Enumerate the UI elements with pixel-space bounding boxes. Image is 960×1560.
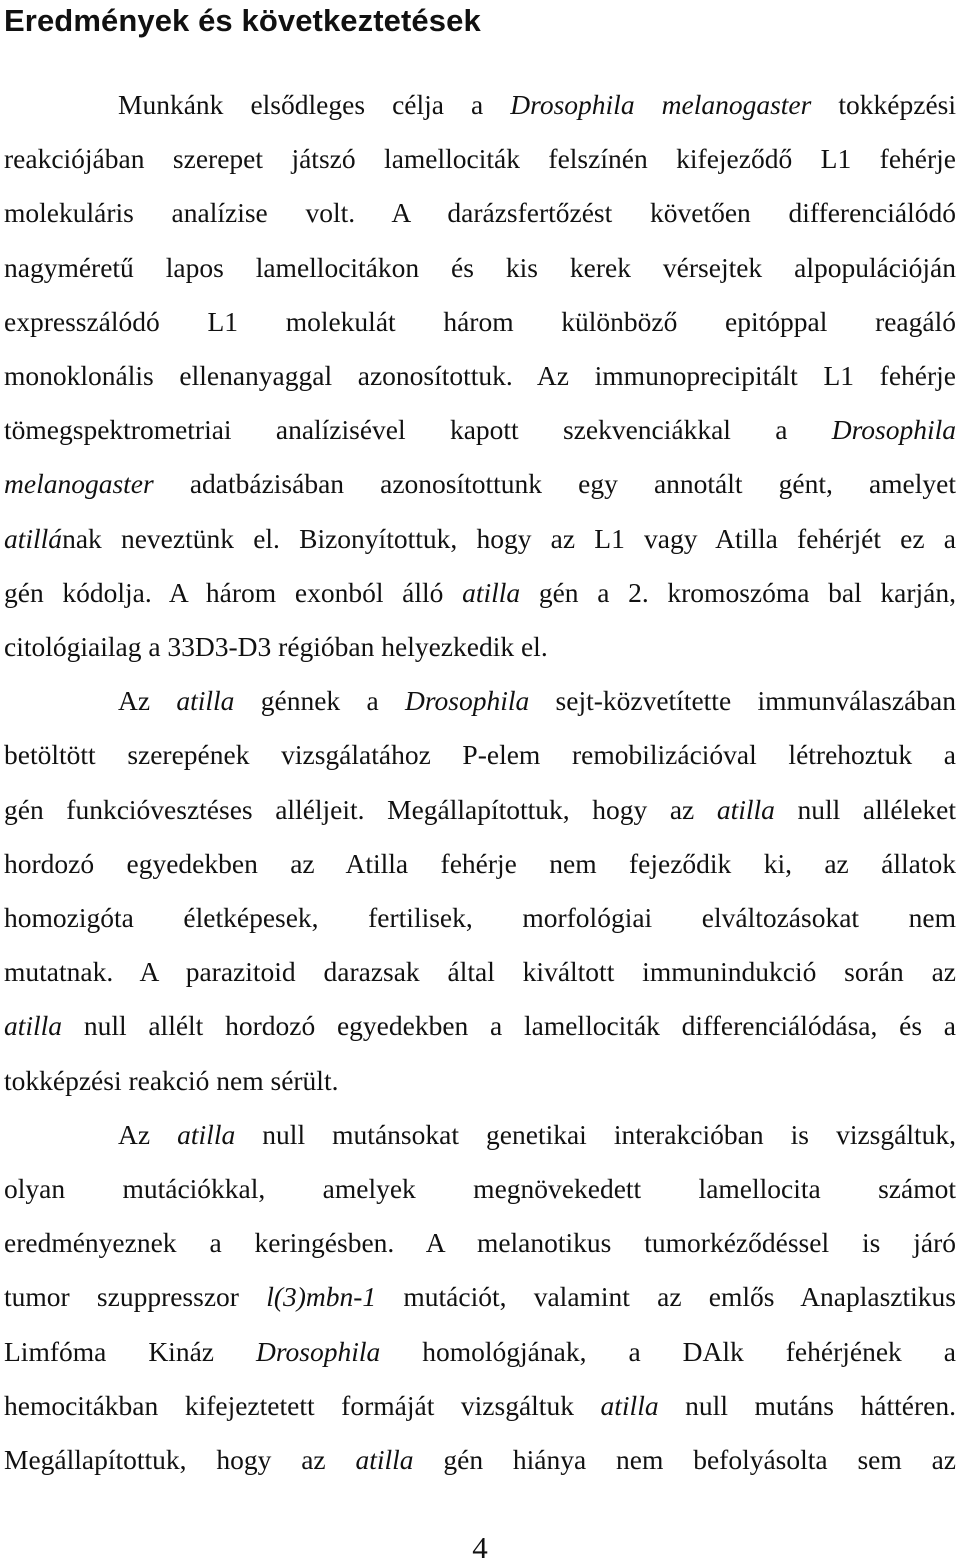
text-run: tokképzési [811,89,956,120]
text-run: mutatnak. A parazitoid darazsak által kiváltott immunindukció során az [4,956,956,987]
text-line [4,573,956,613]
text-run: sejt-közvetítette immunválaszában [529,685,956,716]
text-run: molekuláris analízise volt. A darázsfertőzést követően differenciálódó [4,197,956,228]
text-run: tokképzési reakció nem sérült. [4,1065,339,1096]
text-run: Limfóma Kináz [4,1336,256,1367]
text-line [4,952,956,992]
text-line [4,790,956,830]
text-line [4,193,956,233]
italic-term: Drosophila [831,414,956,445]
text-line [4,1277,956,1317]
page-number: 4 [472,1530,488,1560]
text-line [4,735,956,775]
text-run: olyan mutációkkal, amelyek megnövekedett lamellocita számot [4,1173,956,1204]
text-line [4,1440,956,1480]
text-run: adatbázisában azonosítottunk egy annotált gént, amelyet [153,468,956,499]
text-run: mutációt, valamint az emlős Anaplasztikus [376,1281,956,1312]
text-line [4,519,956,559]
text-line [118,681,956,721]
text-run: null alléleket [774,794,956,825]
text-run: homozigóta életképesek, fertilisek, morfológiai elváltozásokat nem [4,902,956,933]
text-run: nagyméretű lapos lamellocitákon és kis kerek vérsejtek alpopulációján [4,252,956,283]
italic-term: atilla [177,1119,236,1150]
text-run: génnek a [234,685,405,716]
italic-term: atilla [462,577,521,608]
text-line [4,410,956,450]
italic-term: atilla [716,794,775,825]
text-run: nak neveztünk el. Bizonyítottuk, hogy az L1 vagy Atilla fehérjét ez a [62,523,956,554]
text-line [4,1332,956,1372]
text-line [4,356,956,396]
text-line [4,139,956,179]
italic-term: Drosophila [255,1336,381,1367]
italic-term: atilla [355,1444,414,1475]
text-line [4,1061,956,1101]
text-run: reakciójában szerepet játszó lamellociták felszínén kifejeződő L1 fehérje [4,143,956,174]
text-run: gén kódolja. A három exonból álló [4,577,463,608]
section-heading: Eredmények és következtetések [4,3,481,38]
text-run: gén a 2. kromoszóma bal karján, [520,577,956,608]
italic-term: l(3)mbn-1 [266,1281,377,1312]
text-run: hordozó egyedekben az Atilla fehérje nem fejeződik ki, az állatok [4,848,956,879]
text-run: Az [118,685,177,716]
text-run: Munkánk elsődleges célja a [118,89,511,120]
text-line [4,1006,956,1046]
text-run: monoklonális ellenanyaggal azonosítottuk. Az immunoprecipitált L1 fehérje [4,360,956,391]
text-run: expresszálódó L1 molekulát három különböző epitóppal reagáló [4,306,956,337]
italic-term: Drosophila melanogaster [510,89,812,120]
italic-term: atilla [4,1010,63,1041]
text-line [4,898,956,938]
text-run: gén funkcióvesztéses alléljeit. Megállapítottuk, hogy az [4,794,717,825]
text-run: eredményeznek a keringésben. A melanotikus tumorkéződéssel is járó [4,1227,956,1258]
text-run: homológjának, a DAlk fehérjének a [380,1336,956,1367]
text-line [4,464,956,504]
text-run: null mutánsokat genetikai interakcióban is vizsgáltuk, [235,1119,956,1150]
italic-term: atilla [600,1390,659,1421]
text-run: citológiailag a 33D3-D3 régióban helyezkedik el. [4,631,548,662]
text-line [118,85,956,125]
italic-term: Drosophila [404,685,530,716]
italic-term: atilla [176,685,235,716]
text-line [4,1223,956,1263]
text-run: Az [118,1119,178,1150]
text-run: hemocitákban kifejeztetett formáját vizsgáltuk [4,1390,601,1421]
text-run: gén hiánya nem befolyásolta sem az [413,1444,957,1475]
text-line [4,1386,956,1426]
italic-term: atillá [4,523,63,554]
text-line [4,627,956,667]
italic-term: melanogaster [4,468,154,499]
text-line [118,1115,956,1155]
text-run: null allélt hordozó egyedekben a lamellociták differenciálódása, és a [62,1010,956,1041]
text-line [4,248,956,288]
text-line [4,1169,956,1209]
text-run: tömegspektrometriai analízisével kapott szekvenciákkal a [4,414,832,445]
text-run: null mutáns háttéren. [658,1390,956,1421]
text-line [4,844,956,884]
text-run: betöltött szerepének vizsgálatához P-elem remobilizációval létrehoztuk a [4,739,956,770]
text-line [4,302,956,342]
text-run: tumor szuppresszor [4,1281,267,1312]
text-run: Megállapítottuk, hogy az [4,1444,356,1475]
